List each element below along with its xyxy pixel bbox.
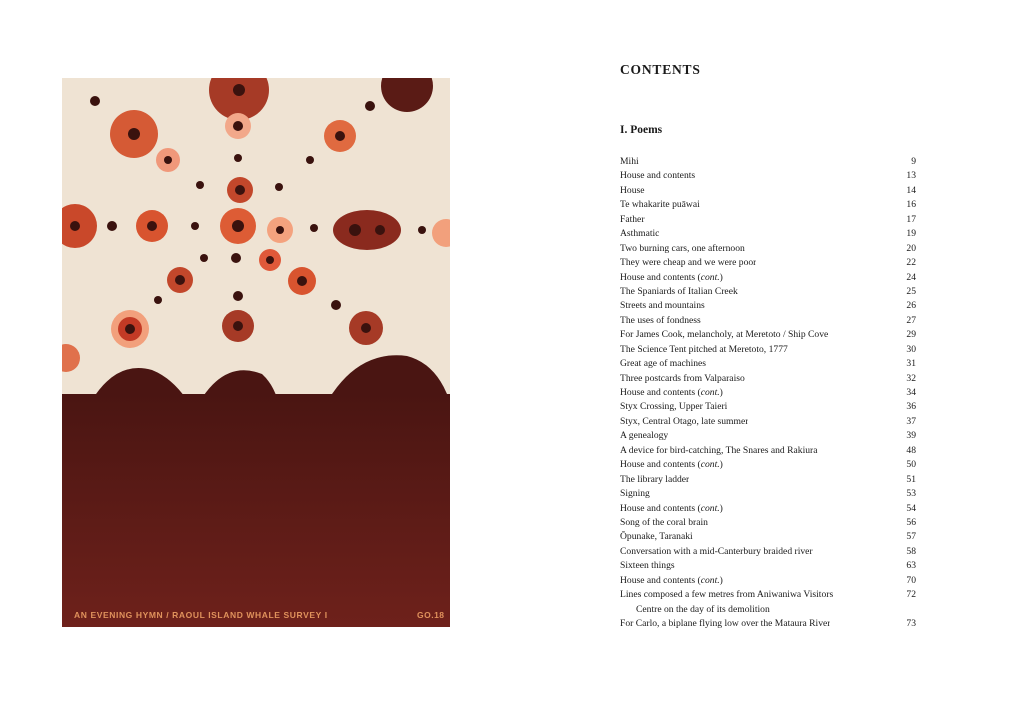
contents-entry — [620, 429, 916, 443]
entry-title: Two burning cars, one afternoon — [620, 242, 745, 254]
entry-page-number: 30 — [906, 343, 916, 355]
entry-page-number: 53 — [906, 488, 916, 500]
entry-page-number: 54 — [906, 502, 916, 514]
contents-entry — [620, 559, 916, 573]
entry-page-number: 39 — [906, 430, 916, 442]
entry-page-number: 31 — [906, 358, 916, 370]
entry-title: House and contents (cont.) — [620, 387, 723, 398]
entry-title: A device for bird-catching, The Snares and Rakiura — [620, 444, 818, 456]
painting-caption: AN EVENING HYMN / RAOUL ISLAND WHALE SURVEY I — [74, 610, 328, 620]
contents-entry — [620, 314, 916, 328]
entry-page-number: 25 — [906, 285, 916, 297]
entry-title: For James Cook, melancholy, at Meretoto / Ship Cove — [620, 329, 829, 341]
contents-entry — [620, 400, 916, 414]
entry-page-number: 57 — [906, 531, 916, 543]
entry-page-number: 16 — [906, 199, 916, 211]
contents-entry — [620, 473, 916, 487]
entry-title: Great age of machines — [620, 358, 707, 370]
contents-entry — [620, 487, 916, 501]
contents-entry — [620, 530, 916, 544]
entry-title: Mihi — [620, 156, 639, 167]
contents-entry — [620, 502, 916, 516]
entry-title: Three postcards from Valparaiso — [620, 372, 745, 384]
entry-page-number: 37 — [906, 415, 916, 427]
entry-title: House and contents (cont.) — [620, 459, 723, 471]
entry-page-number: 56 — [906, 516, 916, 528]
contents-entry — [620, 285, 916, 299]
entry-title: The uses of fondness — [620, 314, 701, 326]
entry-page-number: 48 — [906, 444, 916, 456]
entry-title: The Science Tent pitched at Meretoto, 1777 — [620, 343, 788, 355]
contents-entry — [620, 242, 916, 256]
entry-page-number: 63 — [906, 560, 916, 572]
entry-page-number: 50 — [906, 459, 916, 471]
entry-title: The library ladder — [620, 473, 690, 485]
contents-entry — [620, 227, 916, 241]
contents-entry — [620, 386, 916, 400]
entry-title: Te whakarite puāwai — [620, 199, 700, 211]
contents-entry — [620, 184, 916, 198]
entry-title: Ōpunake, Taranaki — [620, 531, 693, 543]
entry-title: Asthmatic — [620, 228, 660, 240]
contents-entry — [620, 155, 916, 169]
contents-entry — [620, 213, 916, 227]
entry-page-number: 29 — [906, 329, 916, 341]
entry-title: Centre on the day of its demolition — [636, 603, 770, 615]
entry-page-number: 70 — [906, 574, 916, 586]
entry-page-number — [896, 603, 916, 617]
entry-title: Streets and mountains — [620, 300, 705, 312]
entry-title: Signing — [620, 488, 650, 500]
entry-title: House and contents (cont.) — [620, 502, 723, 514]
entry-title: Song of the coral brain — [620, 516, 708, 528]
contents-heading: CONTENTS — [620, 62, 701, 77]
entry-page-number: 22 — [906, 257, 916, 269]
cover-painting — [62, 78, 450, 627]
entry-page-number: 13 — [906, 170, 916, 182]
entry-page-number: 27 — [906, 314, 916, 326]
section-title: I. Poems — [620, 124, 663, 136]
contents-entry — [620, 372, 916, 386]
painting-signature: GO.18 — [417, 610, 445, 620]
contents-entry — [620, 271, 916, 285]
contents-entry — [620, 444, 916, 458]
entry-page-number: 58 — [906, 545, 916, 557]
entry-title: House and contents — [620, 170, 696, 182]
contents-entry — [620, 357, 916, 371]
entry-title: Father — [620, 213, 645, 225]
entry-title: House and contents (cont.) — [620, 271, 723, 283]
contents-entry — [620, 169, 916, 183]
contents-entry — [620, 603, 916, 617]
contents-page — [620, 62, 916, 629]
contents-entry — [620, 458, 916, 472]
entry-page-number: 34 — [906, 387, 916, 398]
entry-page-number: 73 — [906, 618, 916, 629]
contents-entry — [620, 299, 916, 313]
entry-title: House and contents (cont.) — [620, 574, 723, 586]
entry-page-number: 72 — [906, 589, 916, 601]
entry-page-number: 9 — [911, 156, 916, 167]
contents-entry — [620, 516, 916, 530]
entry-page-number: 36 — [906, 401, 916, 413]
contents-entry — [620, 198, 916, 212]
entry-title: House — [620, 184, 645, 196]
entry-page-number: 17 — [906, 213, 916, 225]
contents-entry — [620, 256, 916, 270]
entry-title: The Spaniards of Italian Creek — [620, 285, 738, 297]
entry-page-number: 51 — [906, 473, 916, 485]
contents-list — [620, 155, 916, 631]
entry-title: Styx Crossing, Upper Taieri — [620, 401, 728, 413]
entry-title: A genealogy — [620, 430, 669, 442]
entry-page-number: 19 — [906, 228, 916, 240]
entry-title: They were cheap and we were poor — [620, 257, 757, 269]
entry-page-number: 32 — [906, 372, 916, 384]
entry-page-number: 14 — [906, 184, 916, 196]
contents-entry — [620, 328, 916, 342]
entry-page-number: 26 — [906, 300, 916, 312]
contents-entry — [620, 545, 916, 559]
entry-title: Lines composed a few metres from Aniwaniwa Visitors — [620, 589, 834, 601]
contents-entry — [620, 588, 916, 602]
contents-entry — [620, 415, 916, 429]
entry-title: Styx, Central Otago, late summer — [620, 415, 749, 427]
contents-entry — [620, 343, 916, 357]
contents-entry — [620, 574, 916, 588]
entry-title: For Carlo, a biplane flying low over the Mataura River — [620, 618, 831, 629]
entry-page-number: 24 — [906, 271, 916, 283]
entry-title: Sixteen things — [620, 560, 675, 572]
painting-artwork — [62, 78, 450, 627]
entry-title: Conversation with a mid-Canterbury braided river — [620, 545, 813, 557]
entry-page-number: 20 — [906, 242, 916, 254]
contents-entry — [620, 617, 916, 631]
